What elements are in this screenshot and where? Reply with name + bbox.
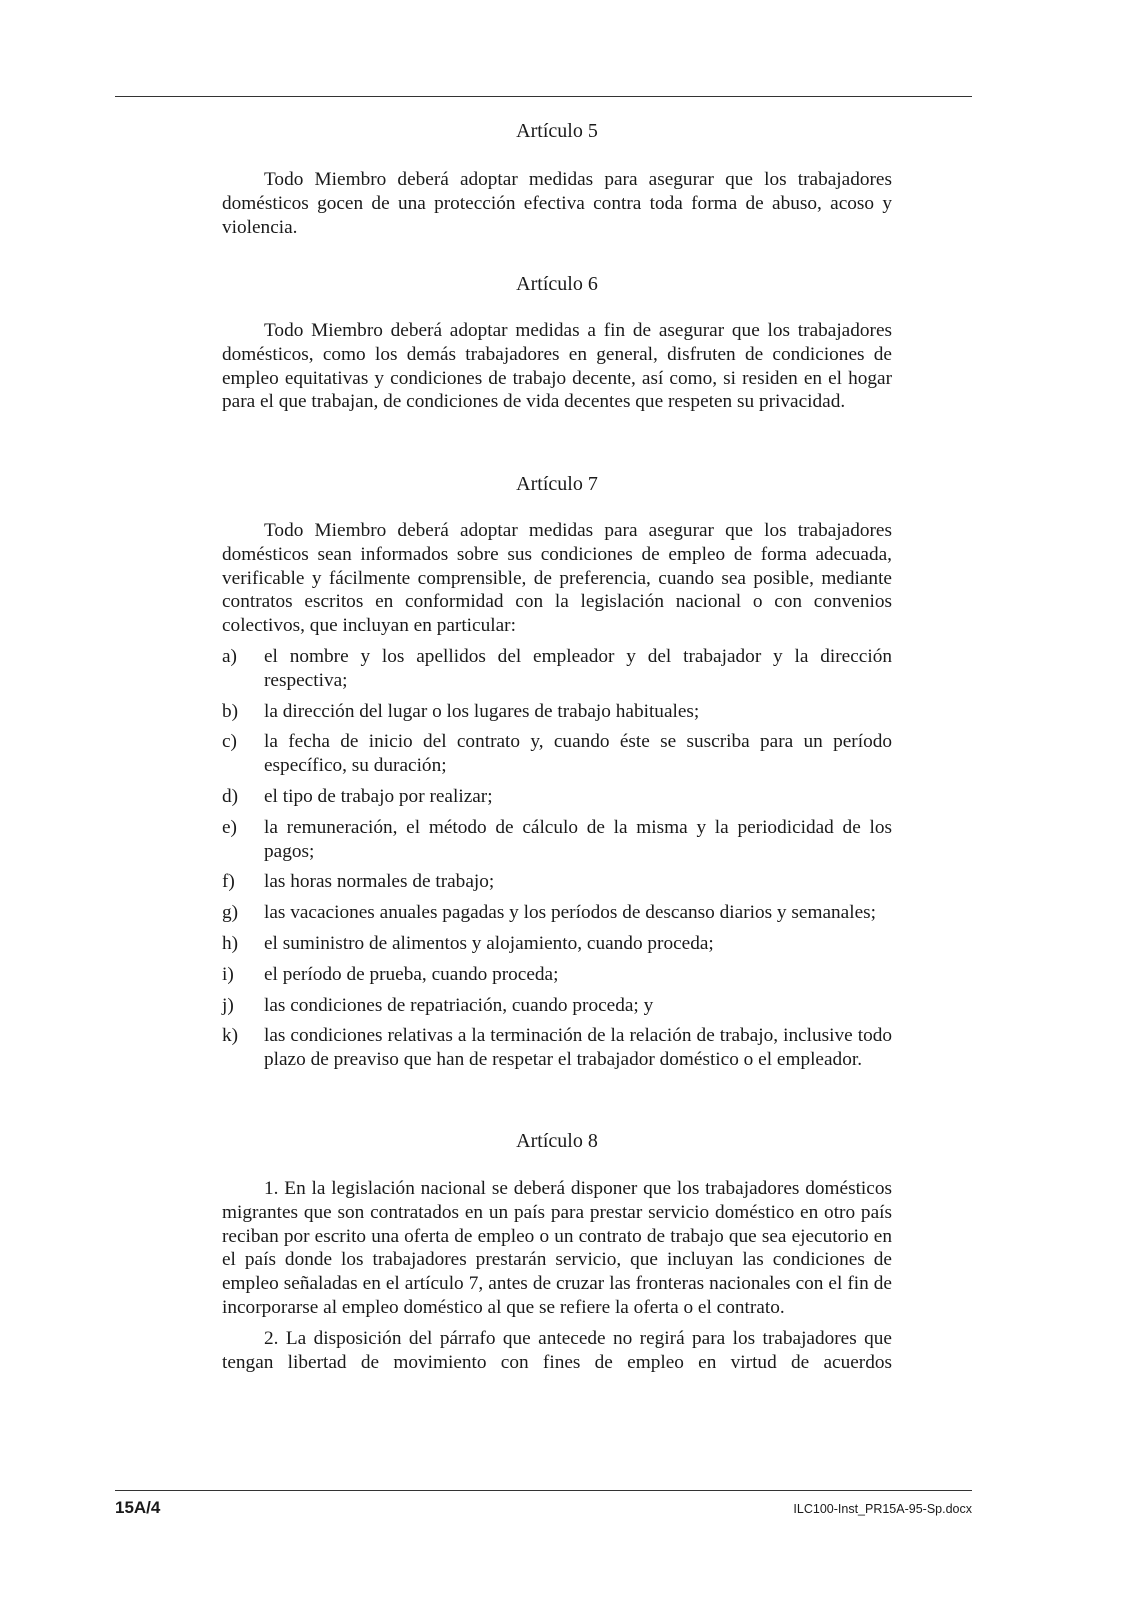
list-item-label: i) xyxy=(222,963,234,985)
list-item xyxy=(222,870,892,894)
header-rule xyxy=(115,96,972,97)
list-item xyxy=(222,901,892,925)
list-item xyxy=(222,785,892,809)
list-item-text: el nombre y los apellidos del empleador y del trabajador y la dirección respectiva; xyxy=(264,645,892,691)
list-item-label: h) xyxy=(222,932,239,954)
article-7-body xyxy=(222,519,892,1072)
list-item xyxy=(222,816,892,864)
list-item-label: k) xyxy=(222,1025,239,1047)
article-7-list xyxy=(222,645,892,1072)
list-item xyxy=(222,994,892,1018)
paragraph: Todo Miembro deberá adoptar medidas para asegurar que los trabajadores domésticos gocen de una protección efectiva contra toda forma de abuso, acoso y violencia. xyxy=(222,169,892,238)
list-item-label: f) xyxy=(222,871,235,893)
list-item-text: las vacaciones anuales pagadas y los períodos de descanso diarios y semanales; xyxy=(264,902,876,924)
list-item-text: el tipo de trabajo por realizar; xyxy=(264,785,493,807)
article-5-body xyxy=(222,168,892,239)
list-item xyxy=(222,700,892,724)
footer-rule xyxy=(115,1490,972,1491)
article-8-heading: Artículo 8 xyxy=(516,1130,598,1152)
page-number: 15A/4 xyxy=(115,1498,161,1517)
list-item-label: g) xyxy=(222,902,239,924)
article-6-heading: Artículo 6 xyxy=(516,273,598,295)
list-item-label: e) xyxy=(222,816,237,838)
list-item xyxy=(222,1024,892,1072)
list-item-text: el período de prueba, cuando proceda; xyxy=(264,963,559,985)
list-item-label: b) xyxy=(222,700,239,722)
list-item-text: las condiciones de repatriación, cuando proceda; y xyxy=(264,994,654,1016)
paragraph-2: 2. La disposición del párrafo que antecede no regirá para los trabajadores que tengan libertad de movimiento con fines de empleo en virtud de acuerdos xyxy=(222,1327,892,1373)
list-item xyxy=(222,730,892,778)
list-item-label: j) xyxy=(222,994,234,1016)
list-item xyxy=(222,645,892,693)
list-item-text: las condiciones relativas a la terminación de la relación de trabajo, inclusive todo plazo de preaviso que han de respetar el trabajador doméstico o el empleador. xyxy=(264,1025,892,1071)
list-item-text: el suministro de alimentos y alojamiento, cuando proceda; xyxy=(264,932,714,954)
article-5-heading: Artículo 5 xyxy=(516,120,598,142)
paragraph: Todo Miembro deberá adoptar medidas a fin de asegurar que los trabajadores domésticos, como los demás trabajadores en general, disfruten de condiciones de empleo equitativas y condiciones de trabajo decente, así como, si residen en el hogar para el que trabajan, de condiciones de vida decentes que respeten su privacidad. xyxy=(222,320,892,413)
article-8-body xyxy=(222,1177,892,1374)
article-6-body xyxy=(222,319,892,414)
paragraph-1: 1. En la legislación nacional se deberá disponer que los trabajadores domésticos migrantes que son contratados en un país para prestar servicio doméstico en otro país reciban por escrito una oferta de empleo o un contrato de trabajo que sea ejecutorio en el país donde los trabajadores prestarán servicio, que incluyan las condiciones de empleo señaladas en el artículo 7, antes de cruzar las fronteras nacionales con el fin de incorporarse al empleo doméstico al que se refiere la oferta o el contrato. xyxy=(222,1178,892,1318)
paragraph: Todo Miembro deberá adoptar medidas para asegurar que los trabajadores domésticos sean informados sobre sus condiciones de empleo de forma adecuada, verificable y fácilmente comprensible, de preferencia, cuando sea posible, mediante contratos escritos en conformidad con la legislación nacional o con convenios colectivos, que incluyan en particular: xyxy=(222,520,892,637)
list-item-text: las horas normales de trabajo; xyxy=(264,871,495,893)
list-item xyxy=(222,963,892,987)
list-item-text: la remuneración, el método de cálculo de la misma y la periodicidad de los pagos; xyxy=(264,816,892,862)
list-item-text: la fecha de inicio del contrato y, cuando éste se suscriba para un período específico, su duración; xyxy=(264,731,892,777)
list-item-text: la dirección del lugar o los lugares de trabajo habituales; xyxy=(264,700,700,722)
list-item-label: d) xyxy=(222,785,239,807)
list-item xyxy=(222,932,892,956)
list-item-label: c) xyxy=(222,731,237,753)
document-filename: ILC100-Inst_PR15A-95-Sp.docx xyxy=(793,1502,972,1516)
list-item-label: a) xyxy=(222,645,237,667)
article-7-heading: Artículo 7 xyxy=(516,473,598,495)
